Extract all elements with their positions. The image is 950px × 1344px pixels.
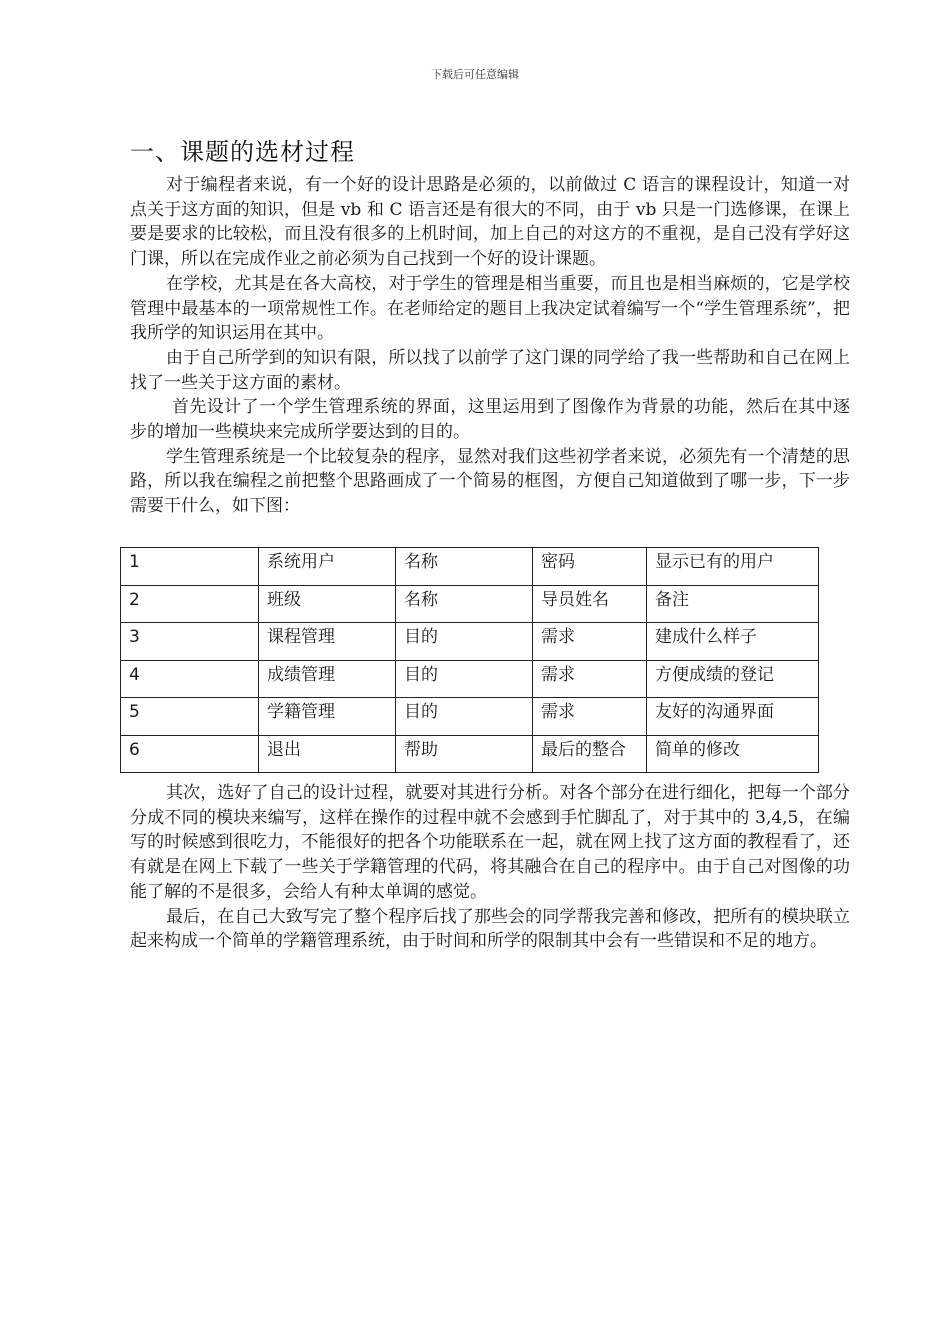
table-cell: 目的 [396, 623, 533, 661]
table-cell: 课程管理 [259, 623, 396, 661]
paragraph: 在学校，尤其是在各大高校，对于学生的管理是相当重要，而且也是相当麻烦的，它是学校管理中最基本的一项常规性工作。在老师给定的题目上我决定试着编写一个“学生管理系统”，把我所学的知识运用在其中。 [130, 273, 850, 344]
table-cell: 目的 [396, 698, 533, 736]
table-cell: 名称 [396, 585, 533, 623]
table-row [121, 660, 819, 698]
table-cell: 备注 [647, 585, 819, 623]
table-row [121, 698, 819, 736]
table-cell: 学籍管理 [259, 698, 396, 736]
table-cell: 导员姓名 [533, 585, 647, 623]
table-row [121, 735, 819, 773]
paragraph: 学生管理系统是一个比较复杂的程序，显然对我们这些初学者来说，必须先有一个清楚的思路，所以我在编程之前把整个思路画成了一个简易的框图，方便自己知道做到了哪一步，下一步需要干什么，如下图： [130, 446, 850, 517]
table-cell: 5 [121, 698, 259, 736]
page-header: 下载后可任意编辑 [431, 68, 519, 81]
table-cell: 需求 [533, 660, 647, 698]
table-cell: 系统用户 [259, 548, 396, 586]
paragraph: 其次，选好了自己的设计过程，就要对其进行分析。对各个部分在进行细化，把每一个部分分成不同的模块来编写，这样在操作的过程中就不会感到手忙脚乱了，对于其中的 3,4,5，在编写的时候感到很吃力，不能很好的把各个功能联系在一起，就在网上找了这方面的教程看了，还有就是在网上下载了一些关于学籍管理的代码，将其融合在自己的程序中。由于自己对图像的功能了解的不是很多，会给人有种太单调的感觉。 [130, 783, 850, 902]
paragraph: 对于编程者来说，有一个好的设计思路是必须的，以前做过 C 语言的课程设计，知道一对点关于这方面的知识，但是 vb 和 C 语言还是有很大的不同，由于 vb 只是一门选修课，在课上要是要求的比较松，而且没有很多的上机时间，加上自己的对这方的不重视，是自己没有学好这门课，所以在完成作业之前必须为自己找到一个好的设计课题。 [130, 175, 850, 270]
table-cell: 需求 [533, 623, 647, 661]
table-cell: 1 [121, 548, 259, 586]
table-cell: 目的 [396, 660, 533, 698]
table-row [121, 548, 819, 586]
table-row [121, 585, 819, 623]
table-cell: 建成什么样子 [647, 623, 819, 661]
table-cell: 班级 [259, 585, 396, 623]
paragraph: 最后，在自己大致写完了整个程序后找了那些会的同学帮我完善和修改，把所有的模块联立起来构成一个简单的学籍管理系统，由于时间和所学的限制其中会有一些错误和不足的地方。 [130, 906, 850, 952]
table-cell: 方便成绩的登记 [647, 660, 819, 698]
table-cell: 成绩管理 [259, 660, 396, 698]
design-table [120, 547, 819, 773]
table-cell: 6 [121, 735, 259, 773]
section-title: 一、课题的选材过程 [130, 138, 355, 166]
table-row [121, 623, 819, 661]
body-top [130, 173, 850, 519]
table-cell: 友好的沟通界面 [647, 698, 819, 736]
table-cell: 需求 [533, 698, 647, 736]
table-cell: 密码 [533, 548, 647, 586]
table-cell: 2 [121, 585, 259, 623]
table-cell: 退出 [259, 735, 396, 773]
table-cell: 名称 [396, 548, 533, 586]
table-cell: 4 [121, 660, 259, 698]
table-cell: 最后的整合 [533, 735, 647, 773]
table-cell: 3 [121, 623, 259, 661]
table-cell: 简单的修改 [647, 735, 819, 773]
table-cell: 显示已有的用户 [647, 548, 819, 586]
table-cell: 帮助 [396, 735, 533, 773]
paragraph: 由于自己所学到的知识有限，所以找了以前学了这门课的同学给了我一些帮助和自己在网上找了一些关于这方面的素材。 [130, 347, 850, 393]
body-bottom [130, 781, 850, 954]
paragraph: 首先设计了一个学生管理系统的界面，这里运用到了图像作为背景的功能，然后在其中逐步的增加一些模块来完成所学要达到的目的。 [130, 397, 850, 443]
